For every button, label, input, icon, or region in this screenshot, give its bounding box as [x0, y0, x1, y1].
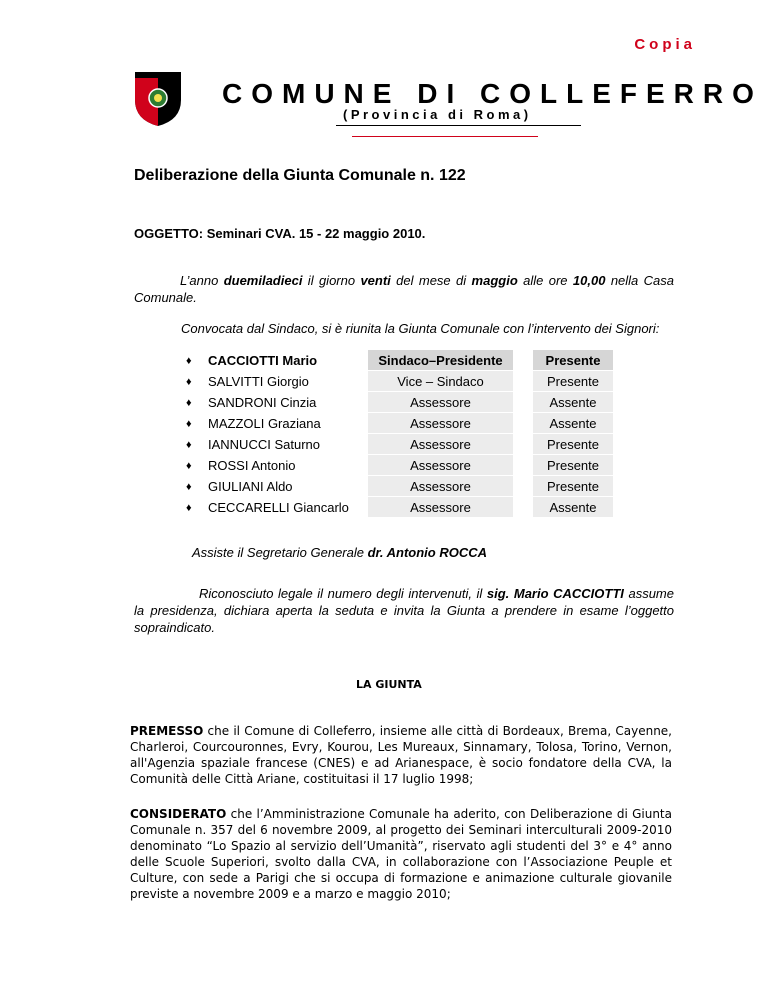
- table-row: [186, 497, 613, 518]
- member-status: Presente: [533, 455, 613, 476]
- member-role: Assessore: [368, 434, 513, 455]
- member-role: Assessore: [368, 497, 513, 518]
- comune-title: COMUNE DI COLLEFERRO: [222, 78, 763, 109]
- table-row: [186, 350, 613, 371]
- member-role: Assessore: [368, 413, 513, 434]
- member-name: MAZZOLI Graziana: [208, 416, 321, 431]
- member-status: Presente: [533, 434, 613, 455]
- la-giunta-heading: LA GIUNTA: [356, 678, 422, 691]
- intro-paragraph: L’anno duemiladieci il giorno venti del mese di maggio alle ore 10,00 nella Casa Comunale.: [134, 273, 675, 305]
- member-role: Assessore: [368, 476, 513, 497]
- bullet-icon: ♦: [186, 417, 192, 430]
- deliberazione-heading: Deliberazione della Giunta Comunale n. 122: [134, 167, 466, 184]
- member-role: Sindaco–Presidente: [368, 350, 513, 371]
- member-name: SANDRONI Cinzia: [208, 395, 317, 410]
- bullet-icon: ♦: [186, 459, 192, 472]
- member-name: CECCARELLI Giancarlo: [208, 500, 349, 515]
- member-role: Assessore: [368, 392, 513, 413]
- considerato-paragraph: CONSIDERATO che l’Amministrazione Comunale ha aderito, con Deliberazione di Giunta Comunale n. 357 del 6 novembre 2009, al progetto dei Seminari interculturali 2009-2010 denominato “Lo Spazio al servizio dell’Umanità”, riservato agli studenti del 3° e 4° anno delle Scuole Superiori, svolto dalla CVA, in collaborazione con l’Associazione Peuple et Culture, con sede a Parigi che si occupa di formazione e animazione culturale giovanile previste a novembre 2009 e a marzo e maggio 2010;: [130, 807, 672, 901]
- convocata-line: Convocata dal Sindaco, si è riunita la Giunta Comunale con l’intervento dei Signori:: [181, 321, 660, 336]
- bullet-icon: ♦: [186, 501, 192, 514]
- member-role: Vice – Sindaco: [368, 371, 513, 392]
- bullet-icon: ♦: [186, 396, 192, 409]
- premesso-paragraph: PREMESSO che il Comune di Colleferro, insieme alle città di Bordeaux, Brema, Cayenne, Charleroi, Courcouronnes, Evry, Kourou, Les Mureaux, Sinnamary, Tolosa, Torino, Vernon, all'Agenzia spaziale francese (CNES) e ad Arianespace, è socio fondatore della CVA, la Comunità delle Città Ariane, costituitasi il 17 luglio 1998;: [130, 724, 672, 786]
- member-status: Presente: [533, 371, 613, 392]
- member-name: IANNUCCI Saturno: [208, 437, 320, 452]
- table-row: [186, 434, 613, 455]
- members-table: [186, 350, 613, 518]
- member-status: Presente: [533, 476, 613, 497]
- header-divider: [336, 125, 581, 126]
- member-role: Assessore: [368, 455, 513, 476]
- member-status: Presente: [533, 350, 613, 371]
- table-row: [186, 476, 613, 497]
- member-status: Assente: [533, 497, 613, 518]
- oggetto-line: OGGETTO: Seminari CVA. 15 - 22 maggio 2010.: [134, 226, 426, 241]
- segretario-line: Assiste il Segretario Generale dr. Antonio ROCCA: [192, 545, 487, 560]
- coat-of-arms-icon: [133, 70, 183, 128]
- riconosciuto-paragraph: Riconosciuto legale il numero degli intervenuti, il sig. Mario CACCIOTTI assume la presidenza, dichiara aperta la seduta e invita la Giunta a prendere in esame l’oggetto sopraindicato.: [134, 586, 674, 635]
- provincia-subtitle: (Provincia di Roma): [343, 107, 532, 122]
- bullet-icon: ♦: [186, 354, 192, 367]
- member-name: GIULIANI Aldo: [208, 479, 293, 494]
- table-row: [186, 413, 613, 434]
- table-row: [186, 455, 613, 476]
- bullet-icon: ♦: [186, 480, 192, 493]
- member-name: SALVITTI Giorgio: [208, 374, 309, 389]
- member-status: Assente: [533, 392, 613, 413]
- table-row: [186, 371, 613, 392]
- copia-label: Copia: [634, 36, 696, 53]
- bullet-icon: ♦: [186, 375, 192, 388]
- member-name: ROSSI Antonio: [208, 458, 296, 473]
- header-divider-red: [352, 136, 538, 137]
- member-name: CACCIOTTI Mario: [208, 353, 318, 368]
- table-row: [186, 392, 613, 413]
- bullet-icon: ♦: [186, 438, 192, 451]
- member-status: Assente: [533, 413, 613, 434]
